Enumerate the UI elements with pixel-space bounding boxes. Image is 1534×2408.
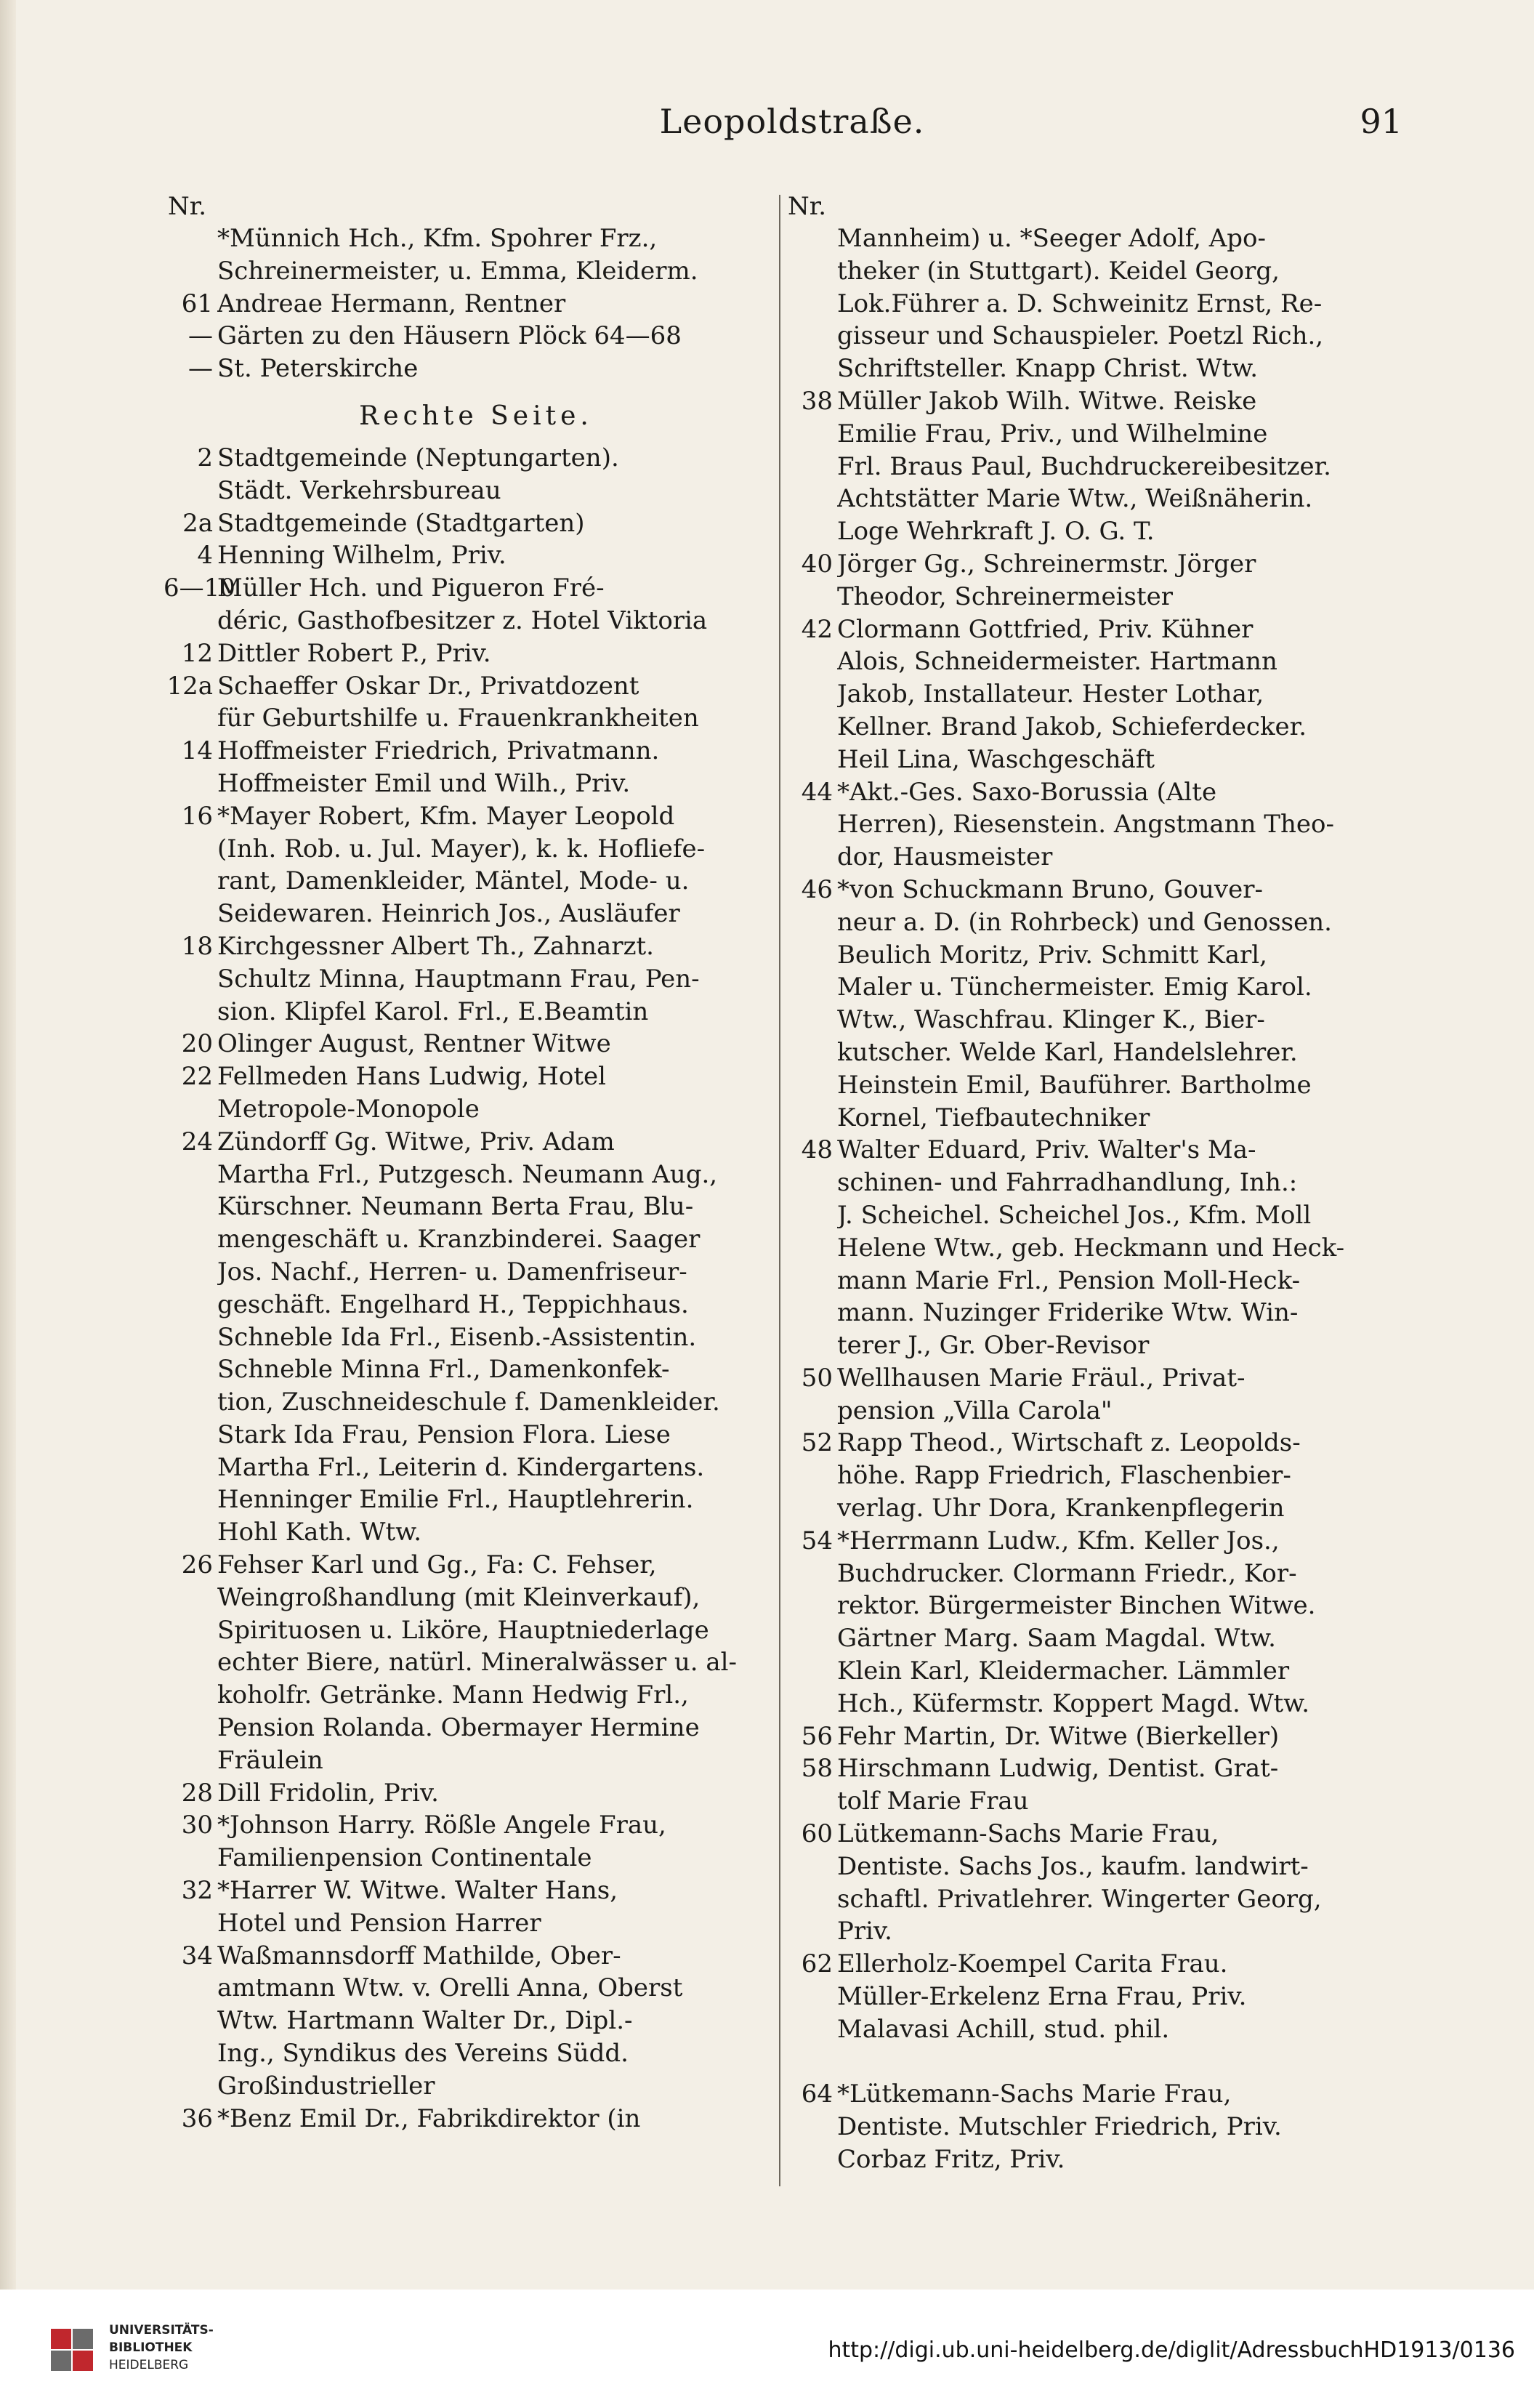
entry-line: *Herrmann Ludw., Kfm. Keller Jos., [837,1526,1280,1555]
entry-text [837,613,1408,776]
left-entries-list [164,222,788,385]
directory-entry [164,735,788,800]
house-number: 20 [181,1029,213,1059]
directory-entry [164,539,788,572]
directory-entry [164,670,788,736]
entry-line: rant, Damenkleider, Mäntel, Mode- u. [217,866,690,896]
entry-text [217,1777,788,1810]
left-column [164,190,788,2135]
entry-line: Kornel, Tiefbautechniker [837,1103,1150,1132]
directory-entry [164,572,788,637]
entry-line: Achtstätter Marie Wtw., Weißnäherin. [837,484,1313,514]
entry-line: Hch., Küfermstr. Koppert Magd. Wtw. [837,1688,1310,1718]
entry-line: Weingroßhandlung (mit Kleinverkauf), [217,1582,701,1612]
entry-line: *von Schuckmann Bruno, Gouver- [837,874,1263,904]
entry-line: Schneble Minna Frl., Damenkonfek- [217,1355,670,1385]
entry-line: amtmann Wtw. v. Orelli Anna, Oberst [217,1973,683,2003]
entry-text [837,385,1408,548]
entry-line: Familienpension Continentale [217,1843,592,1873]
entry-line: Wtw., Waschfrau. Klinger K., Bier- [837,1005,1265,1035]
entry-line: Frl. Braus Paul, Buchdruckereibesitzer. [837,451,1331,481]
entry-line: Hoffmeister Emil und Wilh., Priv. [217,768,631,798]
entry-text [217,1028,788,1060]
directory-entry [164,1549,788,1777]
logo-line-2: BIBLIOTHEK [109,2340,193,2355]
entry-line: (Inh. Rob. u. Jul. Mayer), k. k. Hofliefe- [217,834,706,863]
entry-line: rektor. Bürgermeister Binchen Witwe. [837,1591,1316,1621]
entry-line: verlag. Uhr Dora, Krankenpflegerin [837,1494,1285,1523]
source-url-link[interactable]: http://digi.ub.uni-heidelberg.de/diglit/AdressbuchHD1913/0136 [828,2337,1515,2363]
directory-entry [783,776,1408,874]
entry-line: Hoffmeister Friedrich, Privatmann. [217,736,660,766]
house-number: 61 [181,289,213,318]
house-number: 40 [801,549,833,579]
entry-line: Dill Fridolin, Priv. [217,1778,439,1808]
entry-text [217,800,788,930]
entry-text [217,320,788,353]
entry-line: Ellerholz-Koempel Carita Frau. [837,1949,1228,1979]
entry-line: Beulich Moritz, Priv. Schmitt Karl, [837,940,1267,970]
page-edge-shadow [0,0,16,2290]
entry-line: Priv. [837,1917,892,1946]
entry-text [837,1818,1408,1948]
directory-entry [164,1940,788,2103]
entry-line: Clormann Gottfried, Priv. Kühner [837,614,1254,644]
directory-entry [164,222,788,288]
entry-text [217,1549,788,1777]
right-entries-list [783,222,1408,2176]
house-number: 36 [181,2103,213,2133]
entry-line: Olinger August, Rentner Witwe [217,1029,611,1059]
house-number: 26 [181,1550,213,1580]
entry-line: Schultz Minna, Hauptmann Frau, Pen- [217,964,700,994]
entry-text [217,539,788,572]
directory-entry [783,613,1408,776]
entry-text [217,507,788,540]
page-number: 91 [1360,102,1402,141]
entry-line: Herren), Riesenstein. Angstmann Theo- [837,810,1334,839]
house-number: 38 [801,386,833,416]
directory-entry [783,1525,1408,1720]
entry-line: Wellhausen Marie Fräul., Privat- [837,1363,1246,1393]
entry-line: theker (in Stuttgart). Keidel Georg, [837,256,1280,286]
entry-text [217,735,788,800]
directory-entry [164,320,788,353]
directory-entry [164,1809,788,1875]
entry-line: Klein Karl, Kleidermacher. Lämmler [837,1656,1290,1686]
entry-text [837,1362,1408,1428]
entry-text [837,2078,1408,2175]
entry-text [837,1720,1408,1753]
entry-line: Fehser Karl und Gg., Fa: C. Fehser, [217,1550,657,1580]
entry-text [217,1809,788,1875]
logo-line-1: UNIVERSITÄTS- [109,2323,214,2337]
library-logo-text [109,2322,214,2374]
directory-entry [783,1752,1408,1818]
directory-entry [164,1875,788,1940]
entry-line: Schaeffer Oskar Dr., Privatdozent [217,671,639,701]
house-number: 30 [181,1811,213,1840]
entry-line: Hohl Kath. Wtw. [217,1518,422,1547]
entry-line: Wtw. Hartmann Walter Dr., Dipl.- [217,2006,633,2036]
house-number: 24 [181,1127,213,1156]
entry-text [217,222,788,288]
entry-text [217,1126,788,1549]
entry-line: Kellner. Brand Jakob, Schieferdecker. [837,712,1307,741]
entry-line: Buchdrucker. Clormann Friedr., Kor- [837,1558,1297,1588]
house-number: 58 [801,1754,833,1784]
entry-line: tolf Marie Frau [837,1787,1029,1816]
house-number: 42 [801,614,833,644]
directory-entry [164,1126,788,1549]
directory-entry [164,1028,788,1060]
house-number: 2a [182,508,213,538]
house-number: 2 [197,443,213,472]
house-number: 16 [181,801,213,831]
entry-line: mengeschäft u. Kranzbinderei. Saager [217,1225,701,1255]
directory-entry [164,637,788,670]
entry-line: Stadtgemeinde (Neptungarten). [217,443,619,472]
entry-text [217,637,788,670]
entry-line: mann Marie Frl., Pension Moll-Heck- [837,1265,1301,1295]
entry-line: Loge Wehrkraft J. O. G. T. [837,517,1155,547]
entry-text [837,776,1408,874]
entry-text [217,1875,788,1940]
entry-line: St. Peterskirche [217,354,419,384]
entry-line: Rapp Theod., Wirtschaft z. Leopolds- [837,1428,1301,1458]
entry-line: Lütkemann-Sachs Marie Frau, [837,1819,1219,1849]
house-number: 46 [801,874,833,904]
entry-line: Spirituosen u. Liköre, Hauptniederlage [217,1615,709,1645]
house-number: 34 [181,1941,213,1970]
entry-line: Henning Wilhelm, Priv. [217,541,506,571]
entry-line: Lok.Führer a. D. Schweinitz Ernst, Re- [837,289,1323,318]
house-number: 64 [801,2079,833,2109]
entry-line: Seidewaren. Heinrich Jos., Ausläufer [217,899,680,929]
entry-line: pension „Villa Carola" [837,1396,1113,1425]
house-number: 28 [181,1778,213,1808]
entry-line: tion, Zuschneideschule f. Damenkleider. [217,1388,720,1417]
entry-line: Kirchgessner Albert Th., Zahnarzt. [217,931,654,961]
entry-line: höhe. Rapp Friedrich, Flaschenbier- [837,1461,1291,1491]
entry-line: *Harrer W. Witwe. Walter Hans, [217,1876,618,1906]
section-heading: Rechte Seite. [359,400,593,431]
entry-text [217,288,788,321]
house-number: — [188,321,213,351]
directory-entry [783,548,1408,613]
directory-entry [164,800,788,930]
entry-line: kutscher. Welde Karl, Handelslehrer. [837,1037,1298,1067]
directory-entry [164,930,788,1028]
entry-line: neur a. D. (in Rohrbeck) und Genossen. [837,907,1332,937]
entry-line: Stark Ida Frau, Pension Flora. Liese [217,1420,671,1449]
entry-text [837,874,1408,1134]
entry-line: koholfr. Getränke. Mann Hedwig Frl., [217,1680,689,1710]
entry-line: Corbaz Fritz, Priv. [837,2145,1065,2175]
entry-line: Zündorff Gg. Witwe, Priv. Adam [217,1127,615,1156]
entry-line: Dentiste. Sachs Jos., kaufm. landwirt- [837,1851,1309,1881]
entry-line: Fräulein [217,1745,323,1775]
entry-line: Waßmannsdorff Mathilde, Ober- [217,1941,621,1970]
entry-line: Theodor, Schreinermeister [837,581,1174,611]
entry-line: sion. Klipfel Karol. Frl., E.Beamtin [217,996,649,1026]
entry-line: Jos. Nachf., Herren- u. Damenfriseur- [217,1257,687,1286]
house-number: 62 [801,1949,833,1979]
right-column-header: Nr. [788,192,827,221]
directory-entry [783,1948,1408,2078]
house-number: 12 [181,638,213,668]
entry-text [217,353,788,385]
logo-line-3: HEIDELBERG [109,2358,189,2372]
entry-text [217,1060,788,1126]
entry-line: Alois, Schneidermeister. Hartmann [837,647,1277,677]
house-number: — [188,354,213,384]
entry-line: déric, Gasthofbesitzer z. Hotel Viktoria [217,605,708,635]
entry-line: Helene Wtw., geb. Heckmann und Heck- [837,1233,1345,1263]
entry-text [837,1752,1408,1818]
entry-line: Müller Jakob Wilh. Witwe. Reiske [837,386,1257,416]
entry-line: schinen- und Fahrradhandlung, Inh.: [837,1168,1298,1198]
library-footer [0,2290,1534,2408]
left-column-header: Nr. [168,192,207,221]
house-number: 50 [801,1363,833,1393]
directory-entry [164,288,788,321]
house-number: 44 [801,777,833,807]
library-logo-icon [44,2322,100,2378]
directory-entry [783,874,1408,1134]
entry-line: Walter Eduard, Priv. Walter's Ma- [837,1135,1256,1165]
entry-line: Mannheim) u. *Seeger Adolf, Apo- [837,224,1267,253]
directory-entry [783,1362,1408,1428]
entry-line: Hotel und Pension Harrer [217,1908,541,1938]
directory-entry [783,222,1408,385]
house-number: 14 [181,736,213,766]
entry-line: Andreae Hermann, Rentner [217,289,566,318]
entry-line: Martha Frl., Putzgesch. Neumann Aug., [217,1159,718,1189]
entry-line: Kürschner. Neumann Berta Frau, Blu- [217,1192,694,1222]
house-number: 48 [801,1135,833,1165]
entry-line: Ing., Syndikus des Vereins Südd. [217,2039,629,2069]
entry-text [217,2103,788,2135]
entry-line: Jörger Gg., Schreinermstr. Jörger [837,549,1256,579]
entry-line: für Geburtshilfe u. Frauenkrankheiten [217,704,699,733]
entry-line: Heil Lina, Waschgeschäft [837,744,1155,774]
house-number: 60 [801,1819,833,1849]
entry-line: dor, Hausmeister [837,842,1053,872]
entry-text [217,670,788,736]
right-column [783,190,1408,2176]
entry-line: Stadtgemeinde (Stadtgarten) [217,508,585,538]
entry-line: *Mayer Robert, Kfm. Mayer Leopold [217,801,675,831]
house-number: 18 [181,931,213,961]
entry-line: Martha Frl., Leiterin d. Kindergartens. [217,1452,705,1482]
entry-text [837,1134,1408,1362]
entry-line: *Münnich Hch., Kfm. Spohrer Frz., [217,224,658,253]
entry-text [217,1940,788,2103]
entry-line: Fellmeden Hans Ludwig, Hotel [217,1062,607,1092]
entry-line: Müller-Erkelenz Erna Frau, Priv. [837,1982,1247,2012]
entry-line: Metropole-Monopole [217,1094,480,1124]
entry-line: Dittler Robert P., Priv. [217,638,491,668]
entry-line: Henninger Emilie Frl., Hauptlehrerin. [217,1485,694,1515]
entry-line: *Johnson Harry. Rößle Angele Frau, [217,1811,666,1840]
left-entries-list-right-side [164,442,788,2135]
directory-entry [164,507,788,540]
entry-line: Malavasi Achill, stud. phil. [837,2014,1170,2044]
house-number: 4 [197,541,213,571]
entry-text [217,572,788,637]
entry-text [217,930,788,1028]
directory-entry [783,1427,1408,1524]
house-number: 56 [801,1721,833,1751]
house-number: 6—10 [164,573,235,603]
entry-line: *Benz Emil Dr., Fabrikdirektor (in [217,2103,641,2133]
entry-line: Dentiste. Mutschler Friedrich, Priv. [837,2112,1282,2142]
entry-line: Großindustrieller [217,2071,435,2101]
page-title: Leopoldstraße. [659,102,925,141]
directory-entry [164,1777,788,1810]
house-number: 54 [801,1526,833,1555]
entry-text [837,1948,1408,2078]
entry-text [837,1427,1408,1524]
entry-line: Schneble Ida Frl., Eisenb.-Assistentin. [217,1322,697,1352]
entry-line: mann. Nuzinger Friderike Wtw. Win- [837,1298,1299,1328]
house-number: 32 [181,1876,213,1906]
house-number: 52 [801,1428,833,1458]
directory-entry [164,353,788,385]
entry-line: schaftl. Privatlehrer. Wingerter Georg, [837,1884,1322,1914]
directory-entry [783,385,1408,548]
entry-line: *Lütkemann-Sachs Marie Frau, [837,2079,1232,2109]
entry-line: Schreinermeister, u. Emma, Kleiderm. [217,256,698,286]
directory-entry [164,1060,788,1126]
entry-line: Pension Rolanda. Obermayer Hermine [217,1713,700,1743]
directory-entry [783,1818,1408,1948]
entry-line: J. Scheichel. Scheichel Jos., Kfm. Moll [837,1200,1312,1230]
entry-line: Fehr Martin, Dr. Witwe (Bierkeller) [837,1721,1280,1751]
entry-line: Städt. Verkehrsbureau [217,475,501,505]
entry-line: Hirschmann Ludwig, Dentist. Grat- [837,1754,1279,1784]
entry-line: Müller Hch. und Pigueron Fré- [217,573,605,603]
entry-line: Heinstein Emil, Bauführer. Bartholme [837,1070,1312,1100]
entry-line: Emilie Frau, Priv., und Wilhelmine [837,419,1268,448]
entry-line: Gärten zu den Häusern Plöck 64—68 [217,321,682,351]
entry-line: gisseur und Schauspieler. Poetzl Rich., [837,321,1324,351]
house-number: 22 [181,1062,213,1092]
directory-entry [164,442,788,507]
entry-line: *Akt.-Ges. Saxo-Borussia (Alte [837,777,1217,807]
entry-line: echter Biere, natürl. Mineralwässer u. al- [217,1648,738,1678]
entry-line: Gärtner Marg. Saam Magdal. Wtw. [837,1624,1276,1654]
entry-line [837,2046,1408,2079]
entry-line: Maler u. Tünchermeister. Emig Karol. [837,973,1312,1002]
entry-text [217,442,788,507]
entry-text [837,1525,1408,1720]
directory-entry [783,2078,1408,2175]
house-number: 12a [166,671,213,701]
directory-entry [783,1720,1408,1753]
entry-line: terer J., Gr. Ober-Revisor [837,1331,1150,1361]
directory-entry [783,1134,1408,1362]
entry-line: Schriftsteller. Knapp Christ. Wtw. [837,354,1258,384]
directory-entry [164,2103,788,2135]
entry-text [837,222,1408,385]
entry-text [837,548,1408,613]
entry-line: geschäft. Engelhard H., Teppichhaus. [217,1289,689,1319]
column-divider [779,195,780,2186]
entry-line: Jakob, Installateur. Hester Lothar, [837,680,1264,709]
